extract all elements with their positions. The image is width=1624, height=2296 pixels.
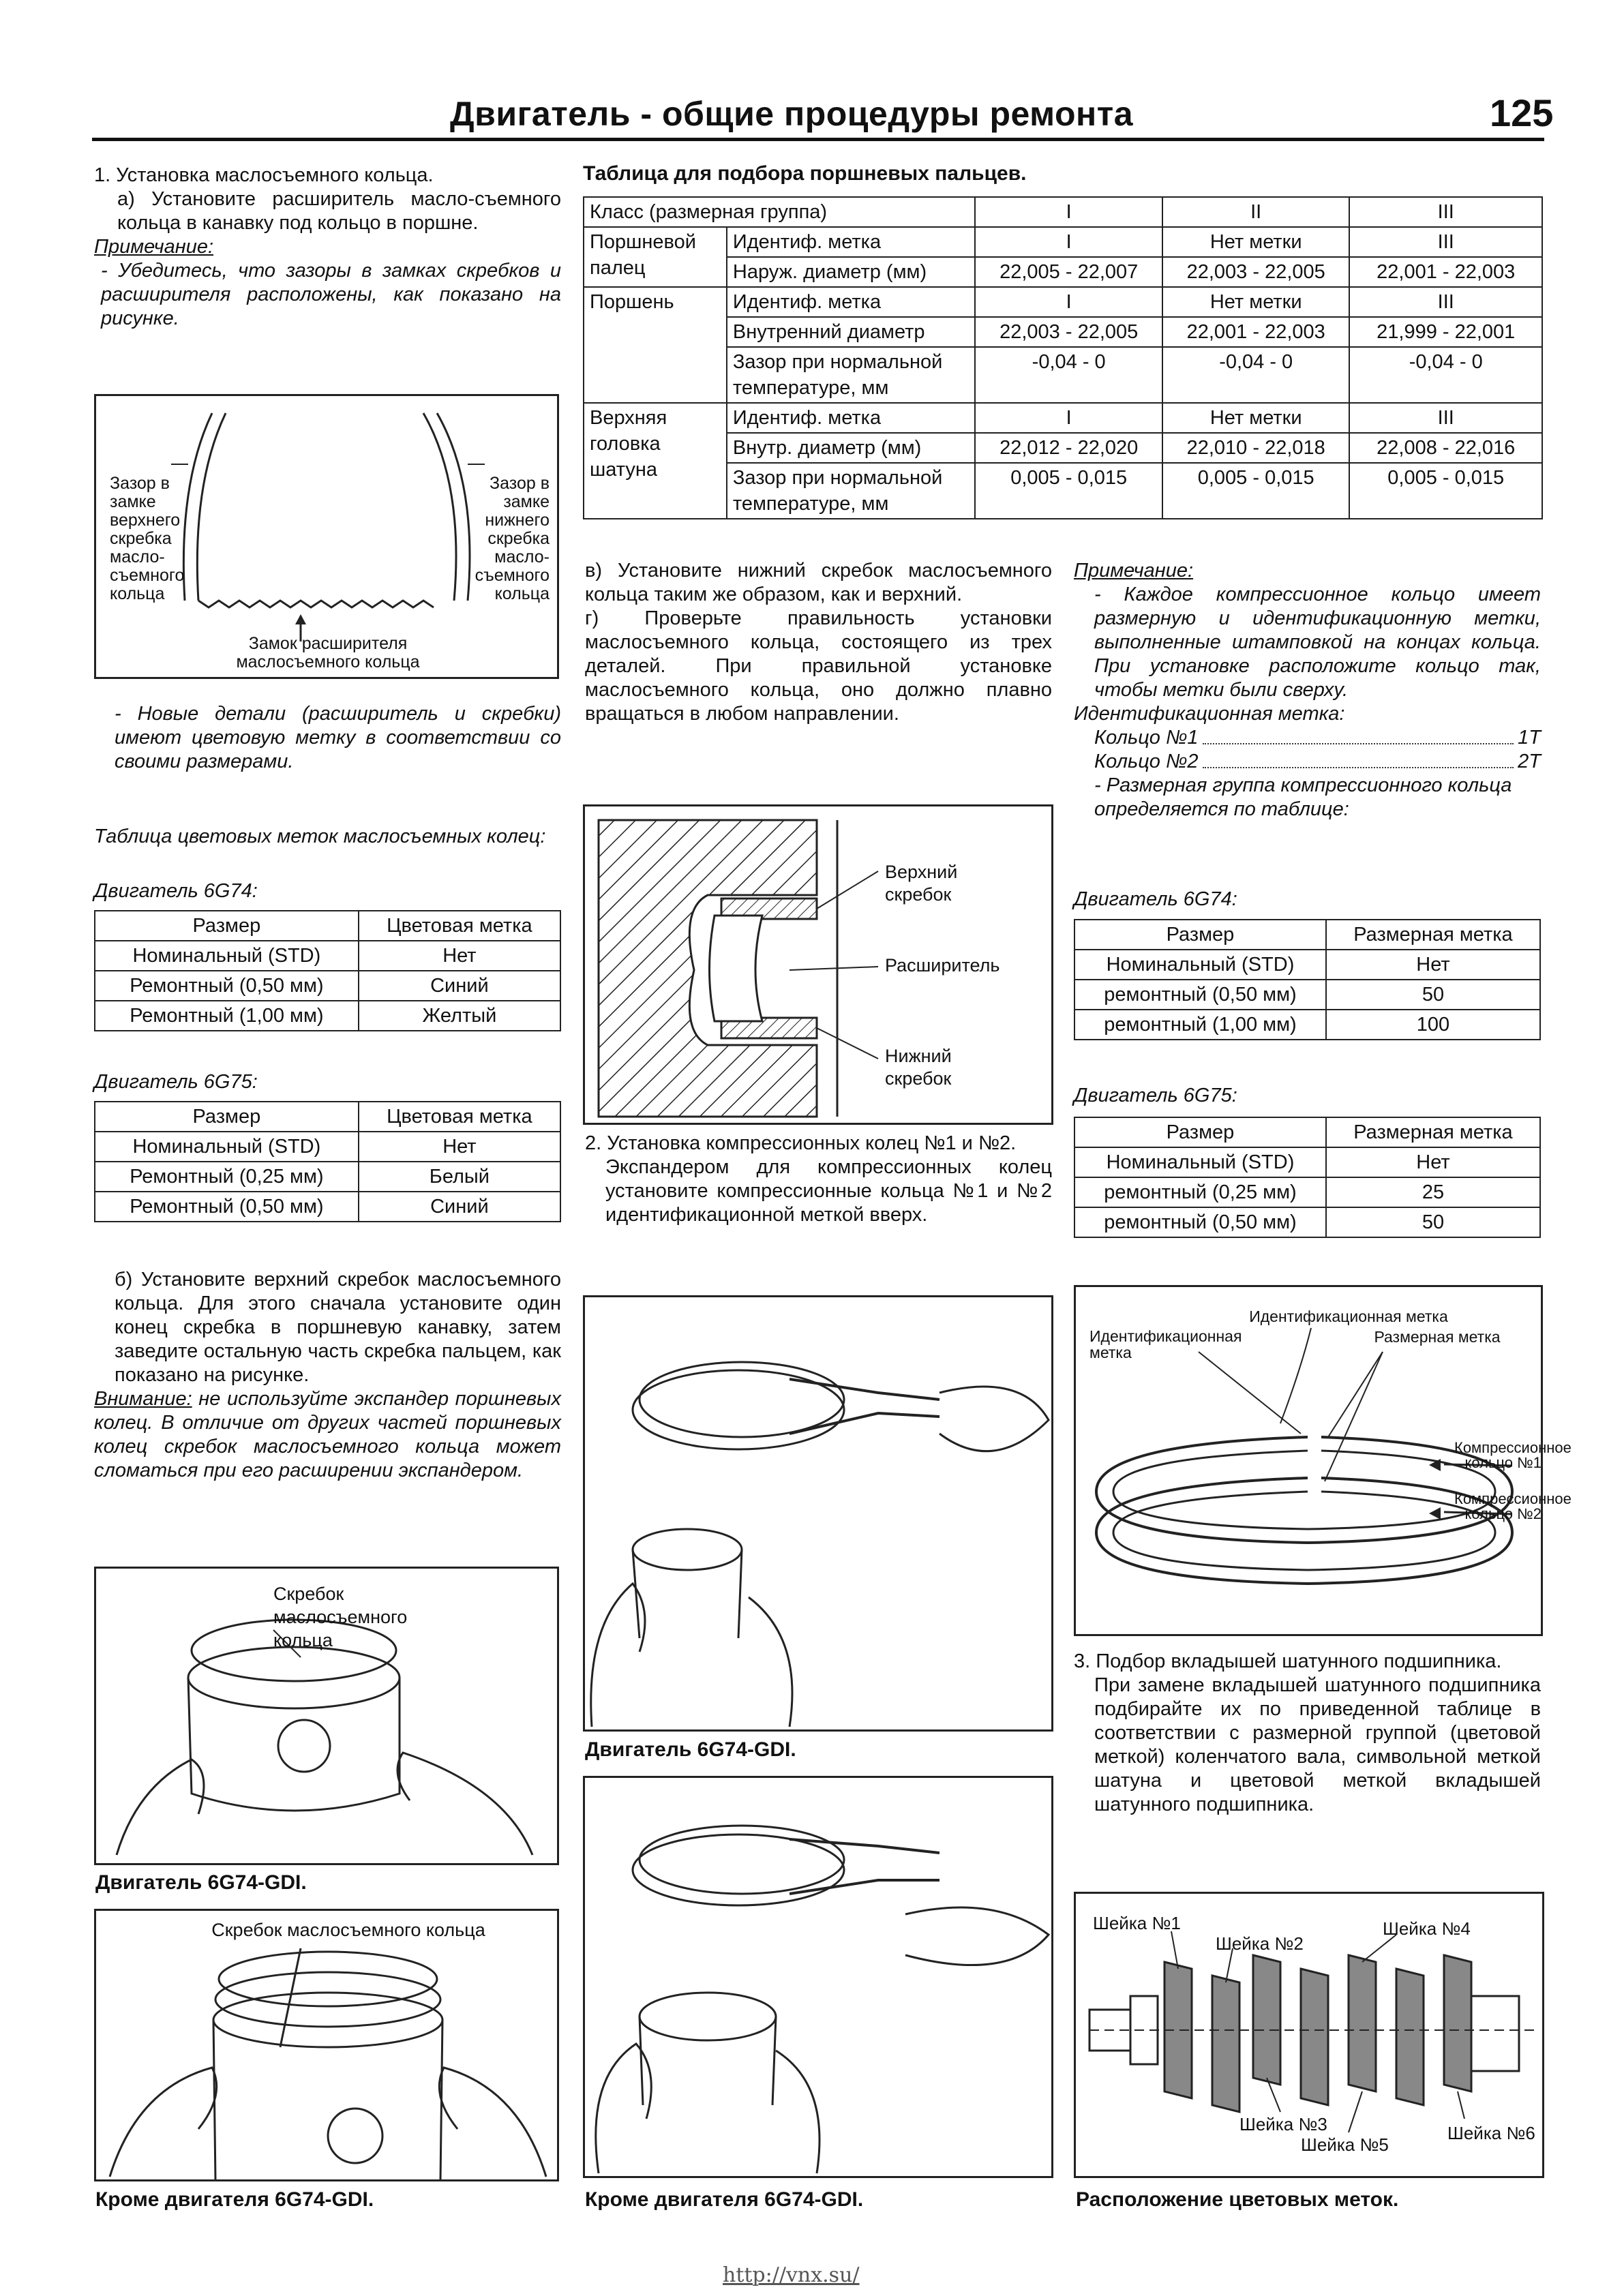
param-cell: Идентиф. метка <box>727 403 976 433</box>
param-cell: Зазор при нормальной температуре, мм <box>727 463 976 519</box>
table-cell: Ремонтный (0,50 мм) <box>95 1192 359 1222</box>
col2-step2 <box>585 1132 1052 1227</box>
table-cell: I <box>975 287 1162 317</box>
fig7-label-id-top: Идентификационная метка <box>1249 1308 1448 1325</box>
step-v: в) Установите нижний скребок маслосъемного кольца таким же образом, как и верхний. <box>585 560 1052 605</box>
fig4-label-bottom: Нижний скребок <box>885 1046 952 1089</box>
page-title: Двигатель - общие процедуры ремонта <box>450 95 1134 133</box>
param-cell: Зазор при нормальной температуре, мм <box>727 347 976 403</box>
th-class-2: II <box>1162 197 1350 227</box>
figure-ring-expander-gdi <box>583 1295 1053 1732</box>
fig1-label-right: Зазор в замке нижнего скребка масло-съемного кольца <box>475 474 550 603</box>
group-piston: Поршень <box>584 287 727 403</box>
table-cell: ремонтный (0,50 мм) <box>1074 980 1326 1010</box>
fig8-caption: Расположение цветовых меток. <box>1076 2188 1399 2211</box>
fig7-label-id-left: Идентификационная метка <box>1089 1327 1242 1361</box>
step2-text: Экспандером для компрессионных колец установите компрессионные кольца №1 и №2 идентификационной меткой вверх. <box>605 1156 1052 1226</box>
table-cell: Нет <box>359 941 560 971</box>
table-cell: Номинальный (STD) <box>1074 950 1326 980</box>
table-cell: Нет <box>1326 950 1540 980</box>
table-cell: Ремонтный (0,50 мм) <box>95 971 359 1001</box>
th-size-mark: Размерная метка <box>1326 1117 1540 1147</box>
journal-6-label: Шейка №6 <box>1447 2123 1535 2143</box>
figure-oil-ring-gaps <box>94 394 559 679</box>
engine-6g74-label: Двигатель 6G74: <box>94 880 258 902</box>
th-size: Размер <box>95 1102 359 1132</box>
step3-title: 3. Подбор вкладышей шатунного подшипника. <box>1074 1650 1502 1672</box>
color-table-6g74 <box>94 910 561 1031</box>
pin-selection-table <box>583 196 1543 519</box>
table-cell: 22,003 - 22,005 <box>975 317 1162 347</box>
param-cell: Идентиф. метка <box>727 227 976 257</box>
engine-6g75-label: Двигатель 6G75: <box>94 1071 258 1093</box>
journal-1-label: Шейка №1 <box>1093 1913 1181 1933</box>
table-cell: Ремонтный (0,25 мм) <box>95 1162 359 1192</box>
fig7-label-ring1: Компрессионное кольцо №1 <box>1454 1439 1572 1471</box>
table-cell: Номинальный (STD) <box>1074 1147 1326 1177</box>
fig1-label-left: Зазор в замке верхнего скребка масло-съемного кольца <box>110 474 185 603</box>
ring2-leader <box>1074 750 1541 774</box>
journal-2-label: Шейка №2 <box>1216 1933 1304 1954</box>
ring1-leader <box>1074 726 1541 750</box>
table-cell: Нет метки <box>1162 403 1350 433</box>
table-cell: ремонтный (0,50 мм) <box>1074 1207 1326 1237</box>
fig6-caption: Кроме двигателя 6G74-GDI. <box>585 2188 864 2211</box>
table-cell: Номинальный (STD) <box>95 941 359 971</box>
table-cell: I <box>975 403 1162 433</box>
step-g: г) Проверьте правильность установки маслосъемного кольца, состоящего из трех деталей. При правильной установке маслосъемного кольца, оно должно плавно вращаться в любом направлении. <box>585 607 1052 725</box>
fig7-label-size: Размерная метка <box>1374 1328 1501 1346</box>
fig4-label-mid: Расширитель <box>885 955 1000 976</box>
warn-text: не используйте экспандер поршневых колец. В отличие от других частей поршневых колец скребок маслосъемного кольца может сломаться при его расширении экспандером. <box>94 1388 562 1481</box>
table-cell: 0,005 - 0,015 <box>1162 463 1350 519</box>
table-cell: Желтый <box>359 1001 560 1031</box>
step-b: б) Установите верхний скребок маслосъемного кольца. Для этого сначала установите один конец скребка в поршневую канавку, затем заведите остальную часть скребка пальцем, как показано на рисунке. <box>115 1269 561 1386</box>
th-color: Цветовая метка <box>359 911 560 941</box>
warn-label: Внимание: <box>94 1388 192 1410</box>
table-cell: Нет <box>359 1132 560 1162</box>
table-cell: -0,04 - 0 <box>975 347 1162 403</box>
note-label: Примечание: <box>94 236 214 258</box>
col1-intro <box>94 164 561 331</box>
col3-step3 <box>1074 1650 1541 1817</box>
table-cell: 22,001 - 22,003 <box>1349 257 1542 287</box>
size-table-6g75 <box>1074 1117 1541 1238</box>
col3-note-text: - Каждое компрессионное кольцо имеет размерную и идентификационную метки, выполненные штамповкой на концах кольца. При установке расположите кольцо так, чтобы метки были сверху. <box>1094 584 1541 701</box>
journal-4-label: Шейка №4 <box>1383 1918 1471 1939</box>
param-cell: Наруж. диаметр (мм) <box>727 257 976 287</box>
figure-scraper-non-gdi <box>94 1909 559 2181</box>
col2-steps-vg <box>585 559 1052 726</box>
step1-a: а) Установите расширитель масло-съемного кольца в канавку под кольцо в поршне. <box>117 188 561 234</box>
pin-table-title: Таблица для подбора поршневых пальцев. <box>583 162 1027 185</box>
param-cell: Внутренний диаметр <box>727 317 976 347</box>
scraper-install-drawing-2 <box>96 1911 561 2184</box>
table-cell: 100 <box>1326 1010 1540 1040</box>
table-cell: 22,001 - 22,003 <box>1162 317 1350 347</box>
th-class-3: III <box>1349 197 1542 227</box>
fig4-label-top: Верхний скребок <box>885 862 958 905</box>
table-cell: 25 <box>1326 1177 1540 1207</box>
col1-step-b-block <box>94 1268 561 1483</box>
fig2-caption: Двигатель 6G74-GDI. <box>95 1871 307 1894</box>
table-cell: ремонтный (1,00 мм) <box>1074 1010 1326 1040</box>
param-cell: Внутр. диаметр (мм) <box>727 433 976 463</box>
table-cell: -0,04 - 0 <box>1162 347 1350 403</box>
table-cell: 22,012 - 22,020 <box>975 433 1162 463</box>
figure-oil-ring-section <box>583 804 1053 1125</box>
figure-crankshaft <box>1074 1892 1544 2178</box>
table-cell: I <box>975 227 1162 257</box>
fig3-label: Скребок маслосъемного кольца <box>211 1920 485 1940</box>
header-rule <box>92 138 1544 141</box>
th-size: Размер <box>1074 920 1326 950</box>
table-cell: 0,005 - 0,015 <box>1349 463 1542 519</box>
table-cell: 22,008 - 22,016 <box>1349 433 1542 463</box>
th-size: Размер <box>95 911 359 941</box>
table-cell: 0,005 - 0,015 <box>975 463 1162 519</box>
journal-5-label: Шейка №5 <box>1301 2134 1389 2155</box>
step2-title: 2. Установка компрессионных колец №1 и №2. <box>585 1132 1017 1154</box>
note-text: - Убедитесь, что зазоры в замках скребков и расширителя расположены, как показано на рисунке. <box>101 260 561 329</box>
journal-3-label: Шейка №3 <box>1239 2114 1327 2134</box>
ring1-label: Кольцо №1 <box>1094 727 1199 749</box>
ring1-value: 1T <box>1518 727 1541 749</box>
fig1-label-bottom: Замок расширителя маслосъемного кольца <box>236 634 420 671</box>
table-cell: Нет <box>1326 1147 1540 1177</box>
ring-expander-drawing <box>585 1297 1055 1734</box>
table-cell: III <box>1349 287 1542 317</box>
table-cell: Белый <box>359 1162 560 1192</box>
step3-text: При замене вкладышей шатунного подшипника подбирайте их по приведенной таблице в соответствии с размерной группой (цветовой меткой) коленчатого вала, символьной меткой шатуна и цветовой меткой вкладышей шатунного подшипника. <box>1094 1674 1541 1815</box>
table-cell: 50 <box>1326 1207 1540 1237</box>
ring2-label: Кольцо №2 <box>1094 751 1199 772</box>
fig2-label: Скребок маслосъемного кольца <box>273 1584 408 1650</box>
step1-title: 1. Установка маслосъемного кольца. <box>94 164 434 186</box>
size-table-6g74 <box>1074 919 1541 1040</box>
figure-ring-marks <box>1074 1285 1572 1636</box>
th-class-1: I <box>975 197 1162 227</box>
table-cell: 50 <box>1326 980 1540 1010</box>
size-note: - Размерная группа компрессионного кольца определяется по таблице: <box>1094 774 1512 820</box>
table-cell: 21,999 - 22,001 <box>1349 317 1542 347</box>
table-cell: 22,005 - 22,007 <box>975 257 1162 287</box>
table-cell: 22,010 - 22,018 <box>1162 433 1350 463</box>
color-table-6g75 <box>94 1101 561 1222</box>
id-mark-label: Идентификационная метка: <box>1074 703 1345 725</box>
col3-engine-6g75-label: Двигатель 6G75: <box>1074 1085 1237 1106</box>
group-rod: Верхняя головка шатуна <box>584 403 727 519</box>
page-number: 125 <box>1490 91 1554 134</box>
col3-note-block <box>1074 559 1541 821</box>
fig5-caption: Двигатель 6G74-GDI. <box>585 1738 796 1761</box>
table-cell: III <box>1349 403 1542 433</box>
note2: - Новые детали (расширитель и скребки) имеют цветовую метку в соответствии со своими размерами. <box>115 703 561 772</box>
figure-scraper-gdi <box>94 1567 559 1865</box>
th-color: Цветовая метка <box>359 1102 560 1132</box>
col3-note-label: Примечание: <box>1074 560 1194 581</box>
ring-expander-drawing-2 <box>585 1778 1055 2180</box>
group-pin: Поршневой палец <box>584 227 727 287</box>
col3-engine-6g74-label: Двигатель 6G74: <box>1074 888 1237 910</box>
color-table-title: Таблица цветовых меток маслосъемных колец: <box>94 826 546 847</box>
th-size-mark: Размерная метка <box>1326 920 1540 950</box>
fig3-caption: Кроме двигателя 6G74-GDI. <box>95 2188 374 2211</box>
table-cell: -0,04 - 0 <box>1349 347 1542 403</box>
ring2-value: 2T <box>1518 751 1541 772</box>
table-cell: Нет метки <box>1162 287 1350 317</box>
table-cell: Синий <box>359 1192 560 1222</box>
table-cell: 22,003 - 22,005 <box>1162 257 1350 287</box>
table-cell: Номинальный (STD) <box>95 1132 359 1162</box>
table-cell: Синий <box>359 971 560 1001</box>
param-cell: Идентиф. метка <box>727 287 976 317</box>
fig7-label-ring2: Компрессионное кольцо №2 <box>1454 1490 1572 1522</box>
figure-ring-expander-non-gdi <box>583 1776 1053 2178</box>
table-cell: Ремонтный (1,00 мм) <box>95 1001 359 1031</box>
footer-url[interactable]: http://vnx.su/ <box>723 2263 860 2287</box>
th-size: Размер <box>1074 1117 1326 1147</box>
th-class: Класс (размерная группа) <box>584 197 975 227</box>
table-cell: Нет метки <box>1162 227 1350 257</box>
table-cell: ремонтный (0,25 мм) <box>1074 1177 1326 1207</box>
table-cell: III <box>1349 227 1542 257</box>
